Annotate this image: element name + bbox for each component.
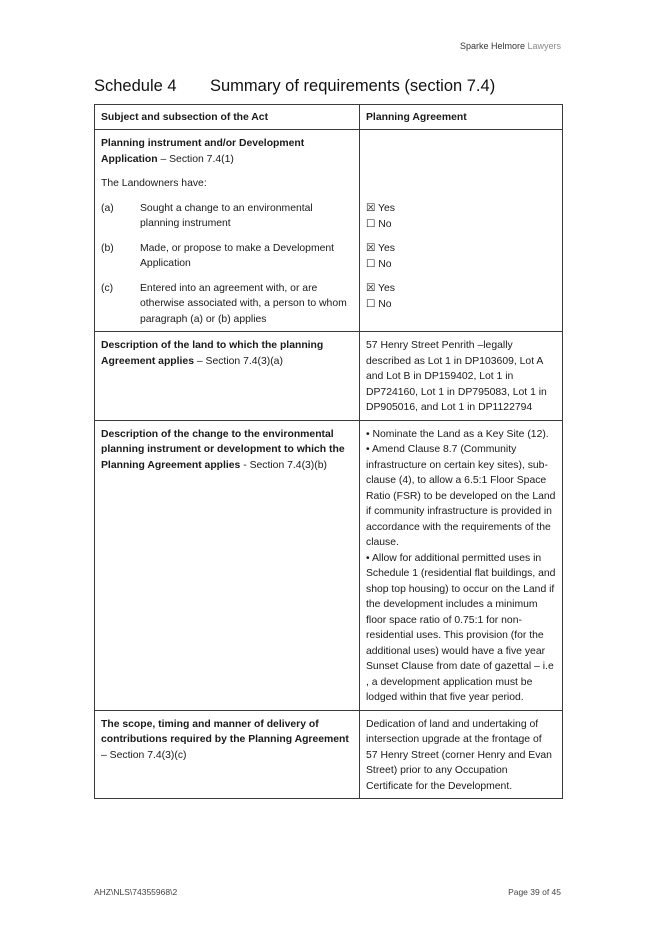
- item-a-no: ☐ No: [366, 218, 392, 230]
- item-b-yes: ☒ Yes: [366, 243, 395, 254]
- list-item: (b) Made, or propose to make a Development Application: [101, 242, 335, 269]
- requirements-table: [94, 104, 563, 799]
- row2-value: 57 Henry Street Penrith –legally described as Lot 1 in DP103609, Lot A and Lot B in DP159402, Lot 1 in DP724160, Lot 1 in DP795083, Lot 1 in DP905016, and Lot 1 in DP1122794: [360, 332, 563, 421]
- list-item: (c) Entered into an agreement with, or are otherwise associated with, a person to whom paragraph (a) or (b) applies: [101, 282, 347, 325]
- header-suffix: Lawyers: [527, 41, 561, 51]
- table-row: [95, 130, 563, 332]
- bullet-item: • Nominate the Land as a Key Site (12).: [366, 428, 549, 440]
- header-company: Sparke Helmore: [459, 41, 525, 51]
- page-header: [460, 41, 561, 51]
- list-item: (a) Sought a change to an environmental planning instrument: [101, 202, 313, 229]
- table-row: [95, 710, 563, 799]
- row1-title-rest: – Section 7.4(1): [157, 153, 234, 165]
- bullet-item: • Allow for additional permitted uses in Schedule 1 (residential flat buildings, and shop top housing) to occur on the Land if the development includes a minimum floor space ratio of 0.75:1 for non-residential uses. This provision (for the additional uses) would have a five year Sunset Clause from date of gazettal – i.e , a development application must be lodged within that five year period.: [366, 552, 556, 703]
- schedule-title: [94, 77, 495, 96]
- col2-header: Planning Agreement: [360, 105, 563, 130]
- row4-subject: The scope, timing and manner of delivery of contributions required by the Planning Agreement – Section 7.4(3)(c): [95, 710, 360, 799]
- row1-intro: The Landowners have:: [101, 178, 207, 189]
- col1-header: Subject and subsection of the Act: [95, 105, 360, 130]
- item-a-yes: ☒ Yes: [366, 203, 395, 214]
- table-header-row: [95, 105, 563, 130]
- footer-reference: AHZ\NLS\74355968\2: [94, 887, 178, 897]
- row1-value: [360, 130, 563, 332]
- schedule-label: Schedule 4: [94, 77, 177, 95]
- table-row: [95, 332, 563, 421]
- bullet-item: • Amend Clause 8.7 (Community infrastructure on certain key sites), sub-clause (4), to allow a 6.5:1 Floor Space Ratio (FSR) to be developed on the Land if community infrastructure is provided in accordance with the requirements of the clause.: [366, 444, 556, 548]
- row3-value: [360, 420, 563, 710]
- row4-value: Dedication of land and undertaking of intersection upgrade at the frontage of 57 Henry Street (corner Henry and Evan Street) prior to any Occupation Certificate for the Development.: [360, 710, 563, 799]
- row2-subject: Description of the land to which the planning Agreement applies – Section 7.4(3)(a): [95, 332, 360, 421]
- schedule-heading: Summary of requirements (section 7.4): [210, 77, 496, 95]
- table-row: [95, 420, 563, 710]
- item-c-no: ☐ No: [366, 298, 392, 310]
- footer-page-number: Page 39 of 45: [508, 887, 561, 897]
- item-b-no: ☐ No: [366, 258, 392, 270]
- item-c-yes: ☒ Yes: [366, 283, 395, 294]
- row1-subject: [95, 130, 360, 332]
- row3-subject: Description of the change to the environmental planning instrument or development to which the Planning Agreement applies - Section 7.4(3)(b): [95, 420, 360, 710]
- row1-title-bold: Planning instrument and/or Development Application: [101, 138, 305, 165]
